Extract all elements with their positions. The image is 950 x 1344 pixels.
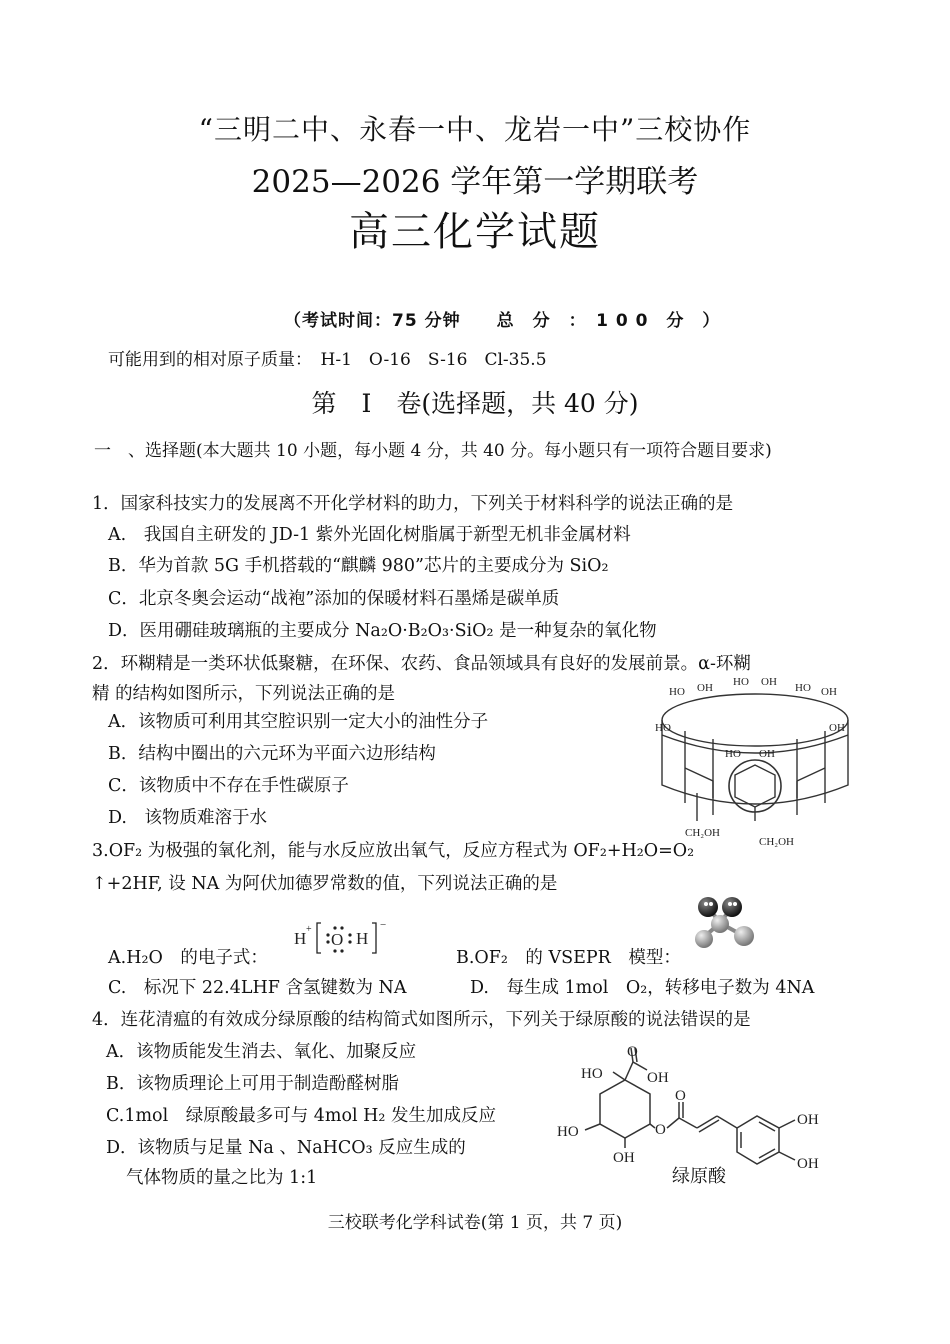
ef-plus: +: [306, 924, 312, 935]
q2-option-b: B．结构中圈出的六元环为平面六边形结构: [108, 744, 436, 764]
fig-label-ch2oh: CH₂OH: [759, 836, 795, 848]
q3-option-d: D. 每生成 1mol O₂，转移电子数为 4NA: [470, 978, 815, 998]
ca-label-o-ester: O: [655, 1122, 666, 1138]
cyclodextrin-structure-figure: [655, 673, 855, 848]
exam-info: （考试时间：75 分钟 总 分 ： 1 0 0 分 ）: [284, 311, 721, 331]
q4-option-d: D．该物质与足量 Na 、NaHCO₃ 反应生成的: [106, 1138, 466, 1158]
section-intro: 一 、选择题(本大题共 10 小题，每小题 4 分，共 40 分。每小题只有一项符合题目要求): [94, 441, 772, 461]
ca-label-oh-ring1: OH: [797, 1112, 819, 1128]
q4-option-a: A．该物质能发生消去、氧化、加聚反应: [106, 1042, 417, 1062]
q4-option-b: B．该物质理论上可用于制造酚醛树脂: [106, 1074, 399, 1094]
ca-label-ho-top: HO: [581, 1066, 603, 1082]
q4-option-d-cont: 气体物质的量之比为 1:1: [126, 1168, 318, 1188]
ca-label-oh-ring2: OH: [797, 1156, 819, 1172]
q3-option-a: A.H₂O 的电子式：: [108, 948, 268, 968]
ef-minus: −: [380, 919, 387, 931]
ef-h-left: H: [294, 929, 307, 948]
volume-title: 第 I 卷(选择题，共 40 分): [311, 389, 639, 418]
school-header: “三明二中、永春一中、龙岩一中”三校协作: [198, 113, 752, 146]
q1-option-c: C．北京冬奥会运动“战袍”添加的保暖材料石墨烯是碳单质: [108, 589, 560, 609]
atomic-masses: 可能用到的相对原子质量： H-1 O-16 S-16 Cl-35.5: [108, 350, 547, 370]
fig-label-ho: HO: [669, 686, 685, 698]
fig-label-oh: OH: [697, 682, 713, 694]
q2-option-d: D. 该物质难溶于水: [108, 808, 267, 828]
electron-formula-figure: [292, 918, 390, 960]
question-2-stem-2: 精 的结构如图所示，下列说法正确的是: [92, 684, 396, 704]
q3-option-c: C. 标况下 22.4LHF 含氢键数为 NA: [108, 978, 407, 998]
question-3-stem-2: ↑+2HF, 设 NA 为阿伏加德罗常数的值，下列说法正确的是: [92, 874, 558, 894]
fig-label-ho: HO: [725, 748, 741, 760]
ef-h-right: H: [356, 929, 369, 948]
page-footer: 三校联考化学科试卷(第 1 页，共 7 页): [327, 1213, 623, 1233]
question-2-stem: 2．环糊精是一类环状低聚糖，在环保、农药、食品领域具有良好的发展前景。α-环糊: [92, 654, 751, 674]
page-title: 高三化学试题: [349, 209, 601, 255]
question-1-stem: 1．国家科技实力的发展离不开化学材料的助力，下列关于材料科学的说法正确的是: [92, 494, 734, 514]
fig-label-ho: HO: [733, 676, 749, 688]
ca-label-oh-acid: OH: [647, 1070, 669, 1086]
q1-option-a: A. 我国自主研发的 JD-1 紫外光固化树脂属于新型无机非金属材料: [108, 525, 631, 545]
vsepr-model-figure: [688, 893, 758, 955]
question-4-stem: 4．连花清瘟的有效成分绿原酸的结构简式如图所示，下列关于绿原酸的说法错误的是: [92, 1010, 751, 1030]
fig-label-ch2oh: CH₂OH: [685, 827, 721, 839]
fig-label-oh: OH: [761, 676, 777, 688]
fig-label-oh: OH: [821, 686, 837, 698]
fig-label-ho: HO: [655, 722, 671, 734]
q1-option-d: D．医用硼硅玻璃瓶的主要成分 Na₂O·B₂O₃·SiO₂ 是一种复杂的氧化物: [108, 621, 657, 641]
exam-term: 2025—2026 学年第一学期联考: [251, 164, 699, 200]
q3-option-b: B.OF₂ 的 VSEPR 模型：: [456, 948, 681, 968]
ca-label-ho-left: HO: [557, 1124, 579, 1140]
question-3-stem: 3.OF₂ 为极强的氧化剂，能与水反应放出氧气，反应方程式为 OF₂+H₂O=O₂: [92, 841, 695, 861]
q4-option-c: C.1mol 绿原酸最多可与 4mol H₂ 发生加成反应: [106, 1106, 497, 1126]
ca-label-o-carbonyl: O: [627, 1044, 638, 1060]
fig-label-oh: OH: [759, 748, 775, 760]
ef-o: O: [331, 930, 344, 949]
ca-label-oh-bottom: OH: [613, 1150, 635, 1166]
q1-option-b: B．华为首款 5G 手机搭载的“麒麟 980”芯片的主要成分为 SiO₂: [108, 556, 609, 576]
ca-label-o-ester-carbonyl: O: [675, 1088, 686, 1104]
q2-option-c: C．该物质中不存在手性碳原子: [108, 776, 349, 796]
fig-label-oh: OH: [829, 722, 845, 734]
q2-option-a: A．该物质可利用其空腔识别一定大小的油性分子: [108, 712, 489, 732]
figure-caption: 绿原酸: [672, 1166, 726, 1187]
fig-label-ho: HO: [795, 682, 811, 694]
